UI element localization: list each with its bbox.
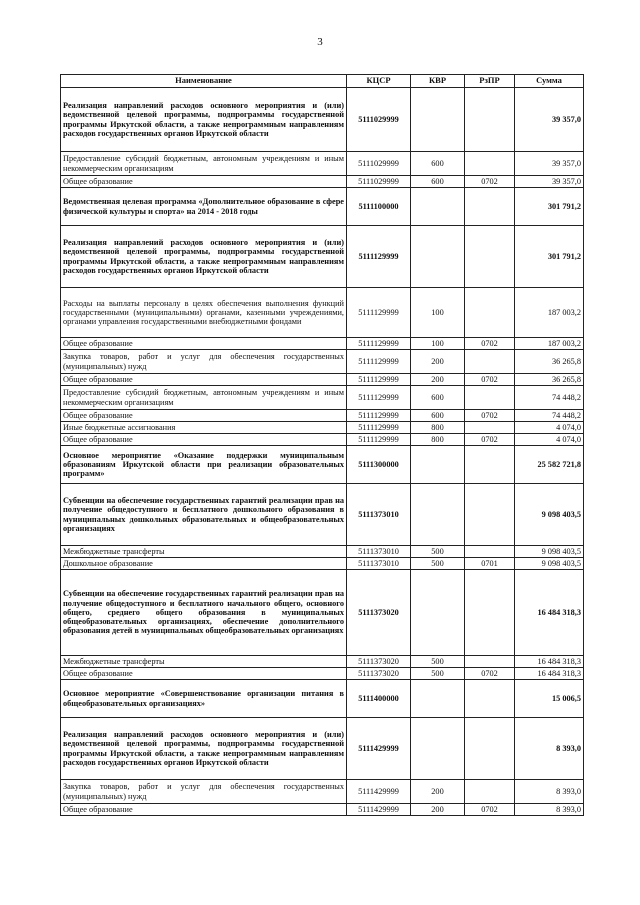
cell-sum: 74 448,2 (515, 386, 584, 410)
cell-rzpr: 0701 (465, 558, 515, 570)
cell-rzpr (465, 484, 515, 546)
cell-rzpr: 0702 (465, 176, 515, 188)
table-row (61, 668, 584, 680)
table-header-row (61, 75, 584, 88)
table-row (61, 152, 584, 176)
cell-rzpr (465, 546, 515, 558)
table-row (61, 226, 584, 288)
table-row (61, 374, 584, 386)
table-row (61, 558, 584, 570)
cell-rzpr (465, 88, 515, 152)
cell-rzpr (465, 226, 515, 288)
cell-name: Реализация направлений расходов основного мероприятия и (или) ведомственной целевой программы, подпрограммы государственной программы Иркутской области, а также непрограммным направлениям расходов государственных органов Иркутской области (61, 718, 347, 780)
page-number: 3 (317, 36, 323, 48)
cell-sum: 187 003,2 (515, 288, 584, 338)
cell-sum: 36 265,8 (515, 350, 584, 374)
cell-kvr (411, 718, 465, 780)
cell-rzpr (465, 570, 515, 656)
table-row (61, 338, 584, 350)
cell-kcsr: 5111373020 (347, 656, 411, 668)
cell-sum: 39 357,0 (515, 88, 584, 152)
cell-kcsr: 5111300000 (347, 446, 411, 484)
cell-rzpr (465, 422, 515, 434)
cell-kcsr: 5111129999 (347, 374, 411, 386)
table-row (61, 386, 584, 410)
table-row (61, 434, 584, 446)
cell-kvr: 800 (411, 434, 465, 446)
table-row (61, 656, 584, 668)
cell-name: Основное мероприятие «Оказание поддержки муниципальным образованиям Иркутской области при реализации образовательных программ» (61, 446, 347, 484)
cell-kcsr: 5111129999 (347, 422, 411, 434)
cell-kcsr: 5111373020 (347, 668, 411, 680)
table-row (61, 546, 584, 558)
cell-sum: 16 484 318,3 (515, 570, 584, 656)
cell-sum: 8 393,0 (515, 804, 584, 816)
cell-name: Предоставление субсидий бюджетным, автономным учреждениям и иным некоммерческим организациям (61, 152, 347, 176)
cell-kvr (411, 446, 465, 484)
cell-rzpr: 0702 (465, 338, 515, 350)
header-rzpr: РзПР (465, 75, 515, 88)
cell-sum: 9 098 403,5 (515, 558, 584, 570)
table-row (61, 780, 584, 804)
cell-kvr: 600 (411, 152, 465, 176)
cell-kvr (411, 680, 465, 718)
table-row (61, 570, 584, 656)
cell-rzpr (465, 288, 515, 338)
cell-kvr: 500 (411, 656, 465, 668)
table-row (61, 188, 584, 226)
cell-kvr: 100 (411, 288, 465, 338)
cell-kcsr: 5111429999 (347, 780, 411, 804)
budget-table (60, 74, 584, 816)
cell-rzpr (465, 188, 515, 226)
table-row (61, 88, 584, 152)
cell-rzpr (465, 152, 515, 176)
cell-kcsr: 5111129999 (347, 386, 411, 410)
cell-kcsr: 5111129999 (347, 410, 411, 422)
table-row (61, 350, 584, 374)
cell-sum: 15 006,5 (515, 680, 584, 718)
table-body (61, 88, 584, 816)
cell-sum: 16 484 318,3 (515, 668, 584, 680)
cell-kcsr: 5111129999 (347, 350, 411, 374)
cell-kvr: 500 (411, 668, 465, 680)
table-row (61, 410, 584, 422)
table-row (61, 680, 584, 718)
table-row (61, 176, 584, 188)
cell-rzpr: 0702 (465, 374, 515, 386)
cell-kcsr: 5111129999 (347, 434, 411, 446)
cell-rzpr (465, 386, 515, 410)
cell-kvr: 200 (411, 804, 465, 816)
cell-kcsr: 5111373010 (347, 546, 411, 558)
cell-kvr: 600 (411, 410, 465, 422)
cell-sum: 16 484 318,3 (515, 656, 584, 668)
cell-name: Общее образование (61, 338, 347, 350)
table-row (61, 422, 584, 434)
cell-rzpr: 0702 (465, 668, 515, 680)
cell-rzpr (465, 680, 515, 718)
cell-sum: 4 074,0 (515, 422, 584, 434)
cell-kvr: 100 (411, 338, 465, 350)
cell-kvr: 500 (411, 558, 465, 570)
cell-name: Общее образование (61, 176, 347, 188)
cell-rzpr: 0702 (465, 804, 515, 816)
cell-kvr (411, 570, 465, 656)
cell-kcsr: 5111429999 (347, 718, 411, 780)
cell-name: Закупка товаров, работ и услуг для обеспечения государственных (муниципальных) нужд (61, 780, 347, 804)
table-row (61, 446, 584, 484)
cell-name: Закупка товаров, работ и услуг для обеспечения государственных (муниципальных) нужд (61, 350, 347, 374)
cell-kcsr: 5111373010 (347, 558, 411, 570)
cell-kvr (411, 226, 465, 288)
cell-kvr: 200 (411, 780, 465, 804)
cell-sum: 9 098 403,5 (515, 546, 584, 558)
cell-sum: 301 791,2 (515, 188, 584, 226)
cell-sum: 8 393,0 (515, 718, 584, 780)
cell-kcsr: 5111400000 (347, 680, 411, 718)
cell-rzpr: 0702 (465, 434, 515, 446)
cell-name: Ведомственная целевая программа «Дополнительное образование в сфере физической культуры и спорта» на 2014 - 2018 годы (61, 188, 347, 226)
cell-kcsr: 5111129999 (347, 338, 411, 350)
cell-name: Субвенции на обеспечение государственных гарантий реализации прав на получение общедоступного и бесплатного начального общего, основного общего, среднего общего образования в муниципальных общеобразовательных организациях, обеспечение дополнительного образования детей в муниципальных общеобразовательных организациях (61, 570, 347, 656)
cell-name: Межбюджетные трансферты (61, 546, 347, 558)
cell-rzpr: 0702 (465, 410, 515, 422)
cell-sum: 36 265,8 (515, 374, 584, 386)
header-kvr: КВР (411, 75, 465, 88)
cell-kcsr: 5111100000 (347, 188, 411, 226)
cell-kvr: 200 (411, 350, 465, 374)
header-sum: Сумма (515, 75, 584, 88)
cell-kcsr: 5111029999 (347, 176, 411, 188)
table-row (61, 484, 584, 546)
header-kcsr: КЦСР (347, 75, 411, 88)
cell-kcsr: 5111129999 (347, 226, 411, 288)
cell-kvr: 200 (411, 374, 465, 386)
cell-kvr: 500 (411, 546, 465, 558)
cell-rzpr (465, 718, 515, 780)
cell-kvr (411, 88, 465, 152)
cell-name: Предоставление субсидий бюджетным, автономным учреждениям и иным некоммерческим организациям (61, 386, 347, 410)
cell-rzpr (465, 350, 515, 374)
cell-kcsr: 5111429999 (347, 804, 411, 816)
cell-rzpr (465, 446, 515, 484)
cell-sum: 8 393,0 (515, 780, 584, 804)
cell-kvr: 800 (411, 422, 465, 434)
cell-kvr: 600 (411, 176, 465, 188)
cell-kcsr: 5111029999 (347, 88, 411, 152)
cell-kvr (411, 484, 465, 546)
cell-sum: 4 074,0 (515, 434, 584, 446)
cell-name: Общее образование (61, 804, 347, 816)
cell-sum: 74 448,2 (515, 410, 584, 422)
cell-name: Субвенции на обеспечение государственных гарантий реализации прав на получение общедоступного и бесплатного дошкольного образования в муниципальных дошкольных образовательных и общеобразовательных организациях (61, 484, 347, 546)
cell-kcsr: 5111029999 (347, 152, 411, 176)
cell-kcsr: 5111373010 (347, 484, 411, 546)
cell-kvr: 600 (411, 386, 465, 410)
cell-name: Основное мероприятие «Совершенствование организации питания в общеобразовательных организациях» (61, 680, 347, 718)
cell-name: Общее образование (61, 668, 347, 680)
cell-rzpr (465, 780, 515, 804)
cell-sum: 25 582 721,8 (515, 446, 584, 484)
cell-name: Расходы на выплаты персоналу в целях обеспечения выполнения функций государственными (муниципальными) органами, казенными учреждениями, органами управления государственными внебюджетными фондами (61, 288, 347, 338)
cell-kvr (411, 188, 465, 226)
table-row (61, 804, 584, 816)
table-row (61, 288, 584, 338)
cell-sum: 301 791,2 (515, 226, 584, 288)
cell-sum: 39 357,0 (515, 176, 584, 188)
header-name: Наименование (61, 75, 347, 88)
cell-name: Общее образование (61, 374, 347, 386)
cell-name: Иные бюджетные ассигнования (61, 422, 347, 434)
cell-sum: 9 098 403,5 (515, 484, 584, 546)
cell-name: Реализация направлений расходов основного мероприятия и (или) ведомственной целевой программы, подпрограммы государственной программы Иркутской области, а также непрограммным направлениям расходов государственных органов Иркутской области (61, 226, 347, 288)
cell-name: Межбюджетные трансферты (61, 656, 347, 668)
cell-name: Общее образование (61, 410, 347, 422)
cell-rzpr (465, 656, 515, 668)
table-row (61, 718, 584, 780)
cell-sum: 39 357,0 (515, 152, 584, 176)
cell-name: Дошкольное образование (61, 558, 347, 570)
cell-kcsr: 5111373020 (347, 570, 411, 656)
cell-name: Общее образование (61, 434, 347, 446)
cell-kcsr: 5111129999 (347, 288, 411, 338)
cell-sum: 187 003,2 (515, 338, 584, 350)
cell-name: Реализация направлений расходов основного мероприятия и (или) ведомственной целевой программы, подпрограммы государственной программы Иркутской области, а также непрограммным направлениям расходов государственных органов Иркутской области (61, 88, 347, 152)
